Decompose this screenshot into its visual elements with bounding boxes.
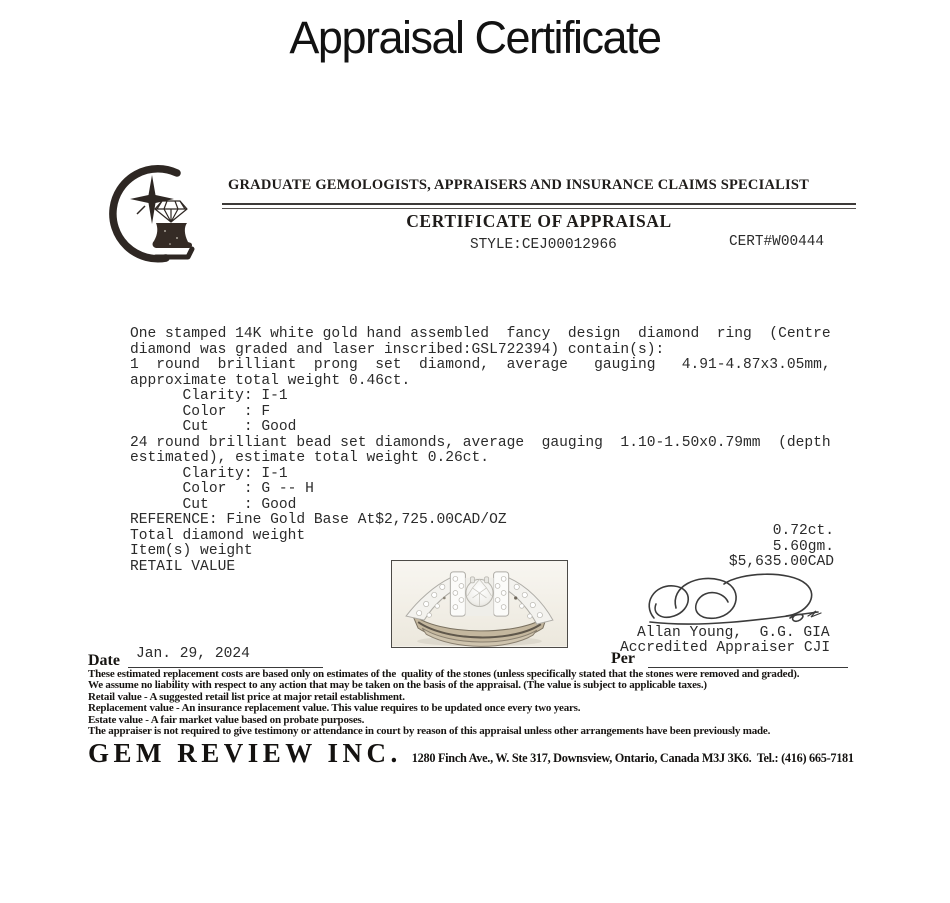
description-line: diamond was graded and laser inscribed:GSL722394) contain(s): — [130, 341, 665, 358]
disclaimer-line: Retail value - A suggested retail list price at major retail establishment. — [88, 690, 405, 703]
description-line: Cut : Good — [130, 419, 297, 435]
company-footer — [88, 738, 908, 769]
description-line: 24 round brilliant bead set diamonds, average gauging 1.10-1.50x0.79mm (depth — [130, 434, 831, 451]
description-line: 1 round brilliant prong set diamond, average gauging 4.91-4.87x3.05mm, — [130, 357, 831, 373]
gem-review-logo-icon — [104, 164, 214, 282]
disclaimer-line: We assume no liability with respect to any action that may be taken on the basis of the appraisal. (The value is subject to applicable taxes.) — [88, 679, 707, 692]
description-line: Color : G -- H — [130, 481, 314, 497]
cert-number: CERT#W00444 — [729, 234, 824, 250]
company-address: 1280 Finch Ave., W. Ste 317, Downsview, Ontario, Canada M3J 3K6. Tel.: (416) 665-7181 — [411, 751, 854, 765]
summary-value: 5.60gm. — [772, 538, 834, 555]
per-label: Per — [611, 650, 635, 667]
appraiser-title: Accredited Appraiser CJI — [620, 640, 831, 656]
description-line: estimated), estimate total weight 0.26ct. — [130, 450, 490, 466]
description-line: Total diamond weight — [130, 527, 306, 544]
certificate-title: CERTIFICATE OF APPRAISAL — [406, 211, 672, 231]
description-line: RETAIL VALUE — [130, 558, 236, 575]
page-title: Appraisal Certificate — [289, 12, 661, 63]
description-line: REFERENCE: Fine Gold Base At$2,725.00CAD/OZ — [130, 512, 507, 528]
description-line: approximate total weight 0.46ct. — [130, 372, 411, 389]
description-line: Cut : Good — [130, 496, 297, 513]
disclaimer-line: Replacement value - An insurance replacement value. This value requires to be updated once every two years. — [88, 702, 581, 715]
summary-values — [634, 524, 834, 571]
date-label: Date — [88, 652, 120, 669]
double-rule — [222, 203, 856, 209]
disclaimer-line: Estate value - A fair market value based on probate purposes. — [88, 713, 365, 726]
disclaimer-line: The appraiser is not required to give testimony or attendance in court by reason of this appraisal unless other arrangements have been previously made. — [88, 725, 771, 738]
summary-value: 0.72ct. — [772, 523, 834, 539]
disclaimer-lines — [88, 669, 908, 737]
ring-photo — [391, 560, 568, 648]
description-line: Color : F — [130, 403, 271, 420]
disclaimer-line: These estimated replacement costs are based only on estimates of the quality of the stones (unless specifically stated that the stones were removed and graded). — [88, 668, 800, 680]
appraiser-signature-icon — [640, 570, 840, 642]
description-line: One stamped 14K white gold hand assembled fancy design diamond ring (Centre — [130, 326, 831, 342]
date-value: Jan. 29, 2024 — [136, 646, 250, 662]
diamond-ring-image — [392, 561, 567, 647]
summary-value: $5,635.00CAD — [728, 554, 834, 570]
appraiser-name: Allan Young, G.G. GIA — [637, 625, 830, 641]
style-number: STYLE:CEJ00012966 — [470, 237, 617, 253]
company-name: GEM REVIEW INC. — [88, 738, 402, 768]
gemologist-tagline: GRADUATE GEMOLOGISTS, APPRAISERS AND INSURANCE CLAIMS SPECIALIST — [228, 177, 809, 193]
description-line: Clarity: I-1 — [130, 388, 288, 404]
description-line: Clarity: I-1 — [130, 465, 288, 482]
description-line: Item(s) weight — [130, 543, 253, 559]
certificate-scan — [0, 150, 950, 790]
